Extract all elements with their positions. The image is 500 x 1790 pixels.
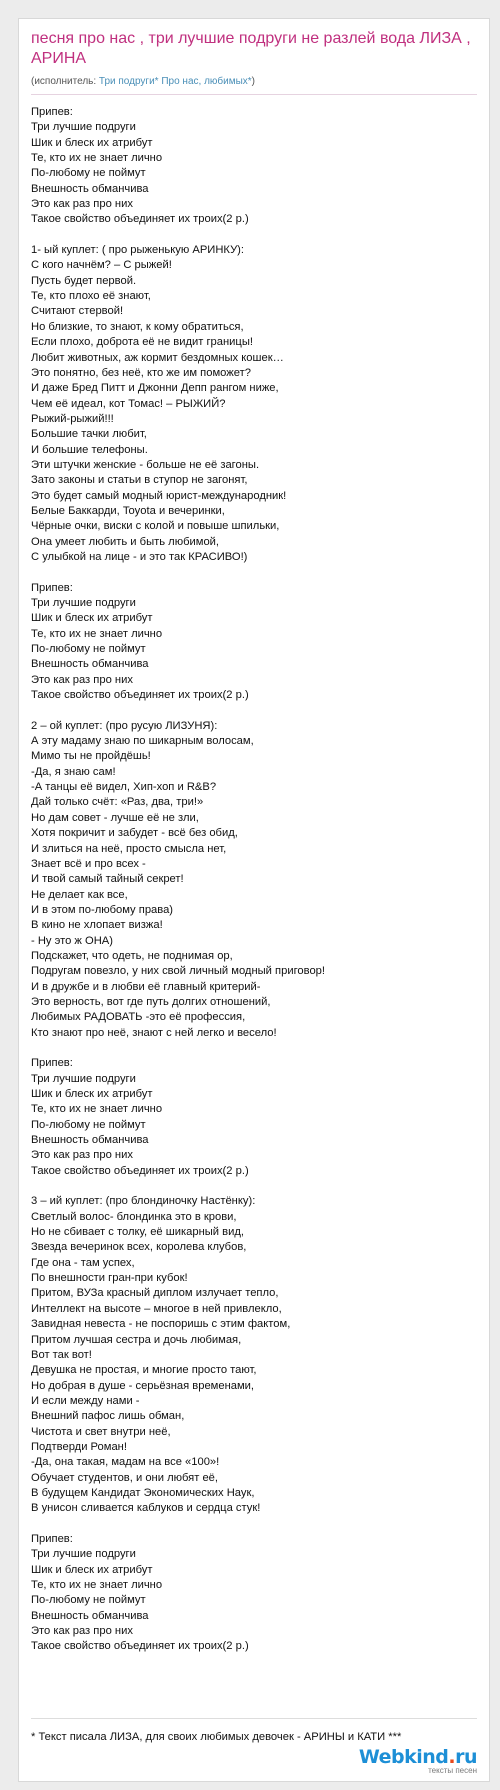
footer-divider [31, 1718, 477, 1719]
byline-prefix: (исполнитель: [31, 76, 99, 87]
lyrics-page [18, 18, 490, 1782]
title-divider [31, 94, 477, 95]
logo-tagline: тексты песен [428, 1766, 477, 1775]
lyrics-text: Припев: Три лучшие подруги Шик и блеск их атрибут Те, кто их не знает лично По-любому не поймут Внешность обманчива Это как раз про них Такое свойство объединяет их троих(2 р.) 1- ый куплет: ( про рыженькую АРИНКУ): С кого начнём? – С рыжей! Пусть будет первой. Те, кто плохо её знают, Считают стервой! Но близкие, то знают, к кому обратиться, Если плохо, доброта её не видит границы! Любит животных, аж кормит бездомных кошек… Это понятно, без неё, кто же им поможет? И даже Бред Питт и Джонни Депп рангом ниже, Чем её идеал, кот Томас! – РЫЖИЙ? Рыжий-рыжий!!! Большие тачки любит, И большие телефоны. Эти штучки женские - больше не её загоны. Зато законы и статьи в ступор не загонят, Это будет самый модный юрист-международник! Белые Баккарди, Toyota и вечеринки, Чёрные очки, виски с колой и повыше шпильки, Она умеет любить и быть любимой, С улыбкой на лице - и это так КРАСИВО!) Припев: Три лучшие подруги Шик и блеск их атрибут Те, кто их не знает лично По-любому не поймут Внешность обманчива Это как раз про них Такое свойство объединяет их троих(2 р.) 2 – ой куплет: (про русую ЛИЗУНЯ): А эту мадаму знаю по шикарным волосам, Мимо ты не пройдёшь! -Да, я знаю сам! -А танцы её видел, Хип-хоп и R&B? Дай только счёт: «Раз, два, три!» Но дам совет - лучше её не зли, Хотя покричит и забудет - всё без обид, И злиться на неё, просто смысла нет, Знает всё и про всех - И твой самый тайный секрет! Не делает как все, И в этом по-любому права) В кино не хлопает визжа! - Ну это ж ОНА) Подскажет, что одеть, не поднимая ор, Подругам повезло, у них свой личный модный приговор! И в дружбе и в любви её главный критерий- Это верность, вот где путь долгих отношений, Любимых РАДОВАТЬ -это её профессия, Кто знают про неё, знают с ней легко и весело! Припев: Три лучшие подруги Шик и блеск их атрибут Те, кто их не знает лично По-любому не поймут Внешность обманчива Это как раз про них Такое свойство объединяет их троих(2 р.) 3 – ий куплет: (про блондиночку Настёнку): Светлый волос- блондинка это в крови, Но не сбивает с толку, её шикарный вид, Звезда вечеринок всех, королева клубов, Где она - там успех, По внешности гран-при кубок! Притом, ВУЗа красный диплом излучает тепло, Интеллект на высоте – многое в ней привлекло, Завидная невеста - не поспоришь с этим фактом, Притом лучшая сестра и дочь любимая, Вот так вот! Девушка не простая, и многие просто тают, Но добрая в душе - серьёзная временами, И если между нами - Внешний пафос лишь обман, Чистота и свет внутри неё, Подтверди Роман! -Да, она такая, мадам на все «100»! Обучает студентов, и они любят её, В будущем Кандидат Экономических Наук, В унисон сливается каблуков и сердца стук! Припев: Три лучшие подруги Шик и блеск их атрибут Те, кто их не знает лично По-любому не поймут Внешность обманчива Это как раз про них Такое свойство объединяет их троих(2 р.) [31, 106, 325, 1653]
author-note: * Текст писала ЛИЗА, для своих любимых девочек - АРИНЫ и КАТИ *** [31, 1731, 402, 1743]
webkind-logo[interactable] [359, 1746, 477, 1775]
logo-wordmark [359, 1746, 477, 1768]
artist-byline [31, 75, 477, 88]
logo-dot: . [448, 1746, 456, 1768]
artist-link[interactable]: Три подруги* Про нас, любимых* [98, 76, 252, 87]
logo-tld: ru [455, 1746, 477, 1768]
logo-brand: Webkind [358, 1746, 449, 1768]
song-title: песня про нас , три лучшие подруги не разлей вода ЛИЗА , АРИНА [31, 30, 471, 67]
byline-suffix: ) [251, 76, 256, 87]
